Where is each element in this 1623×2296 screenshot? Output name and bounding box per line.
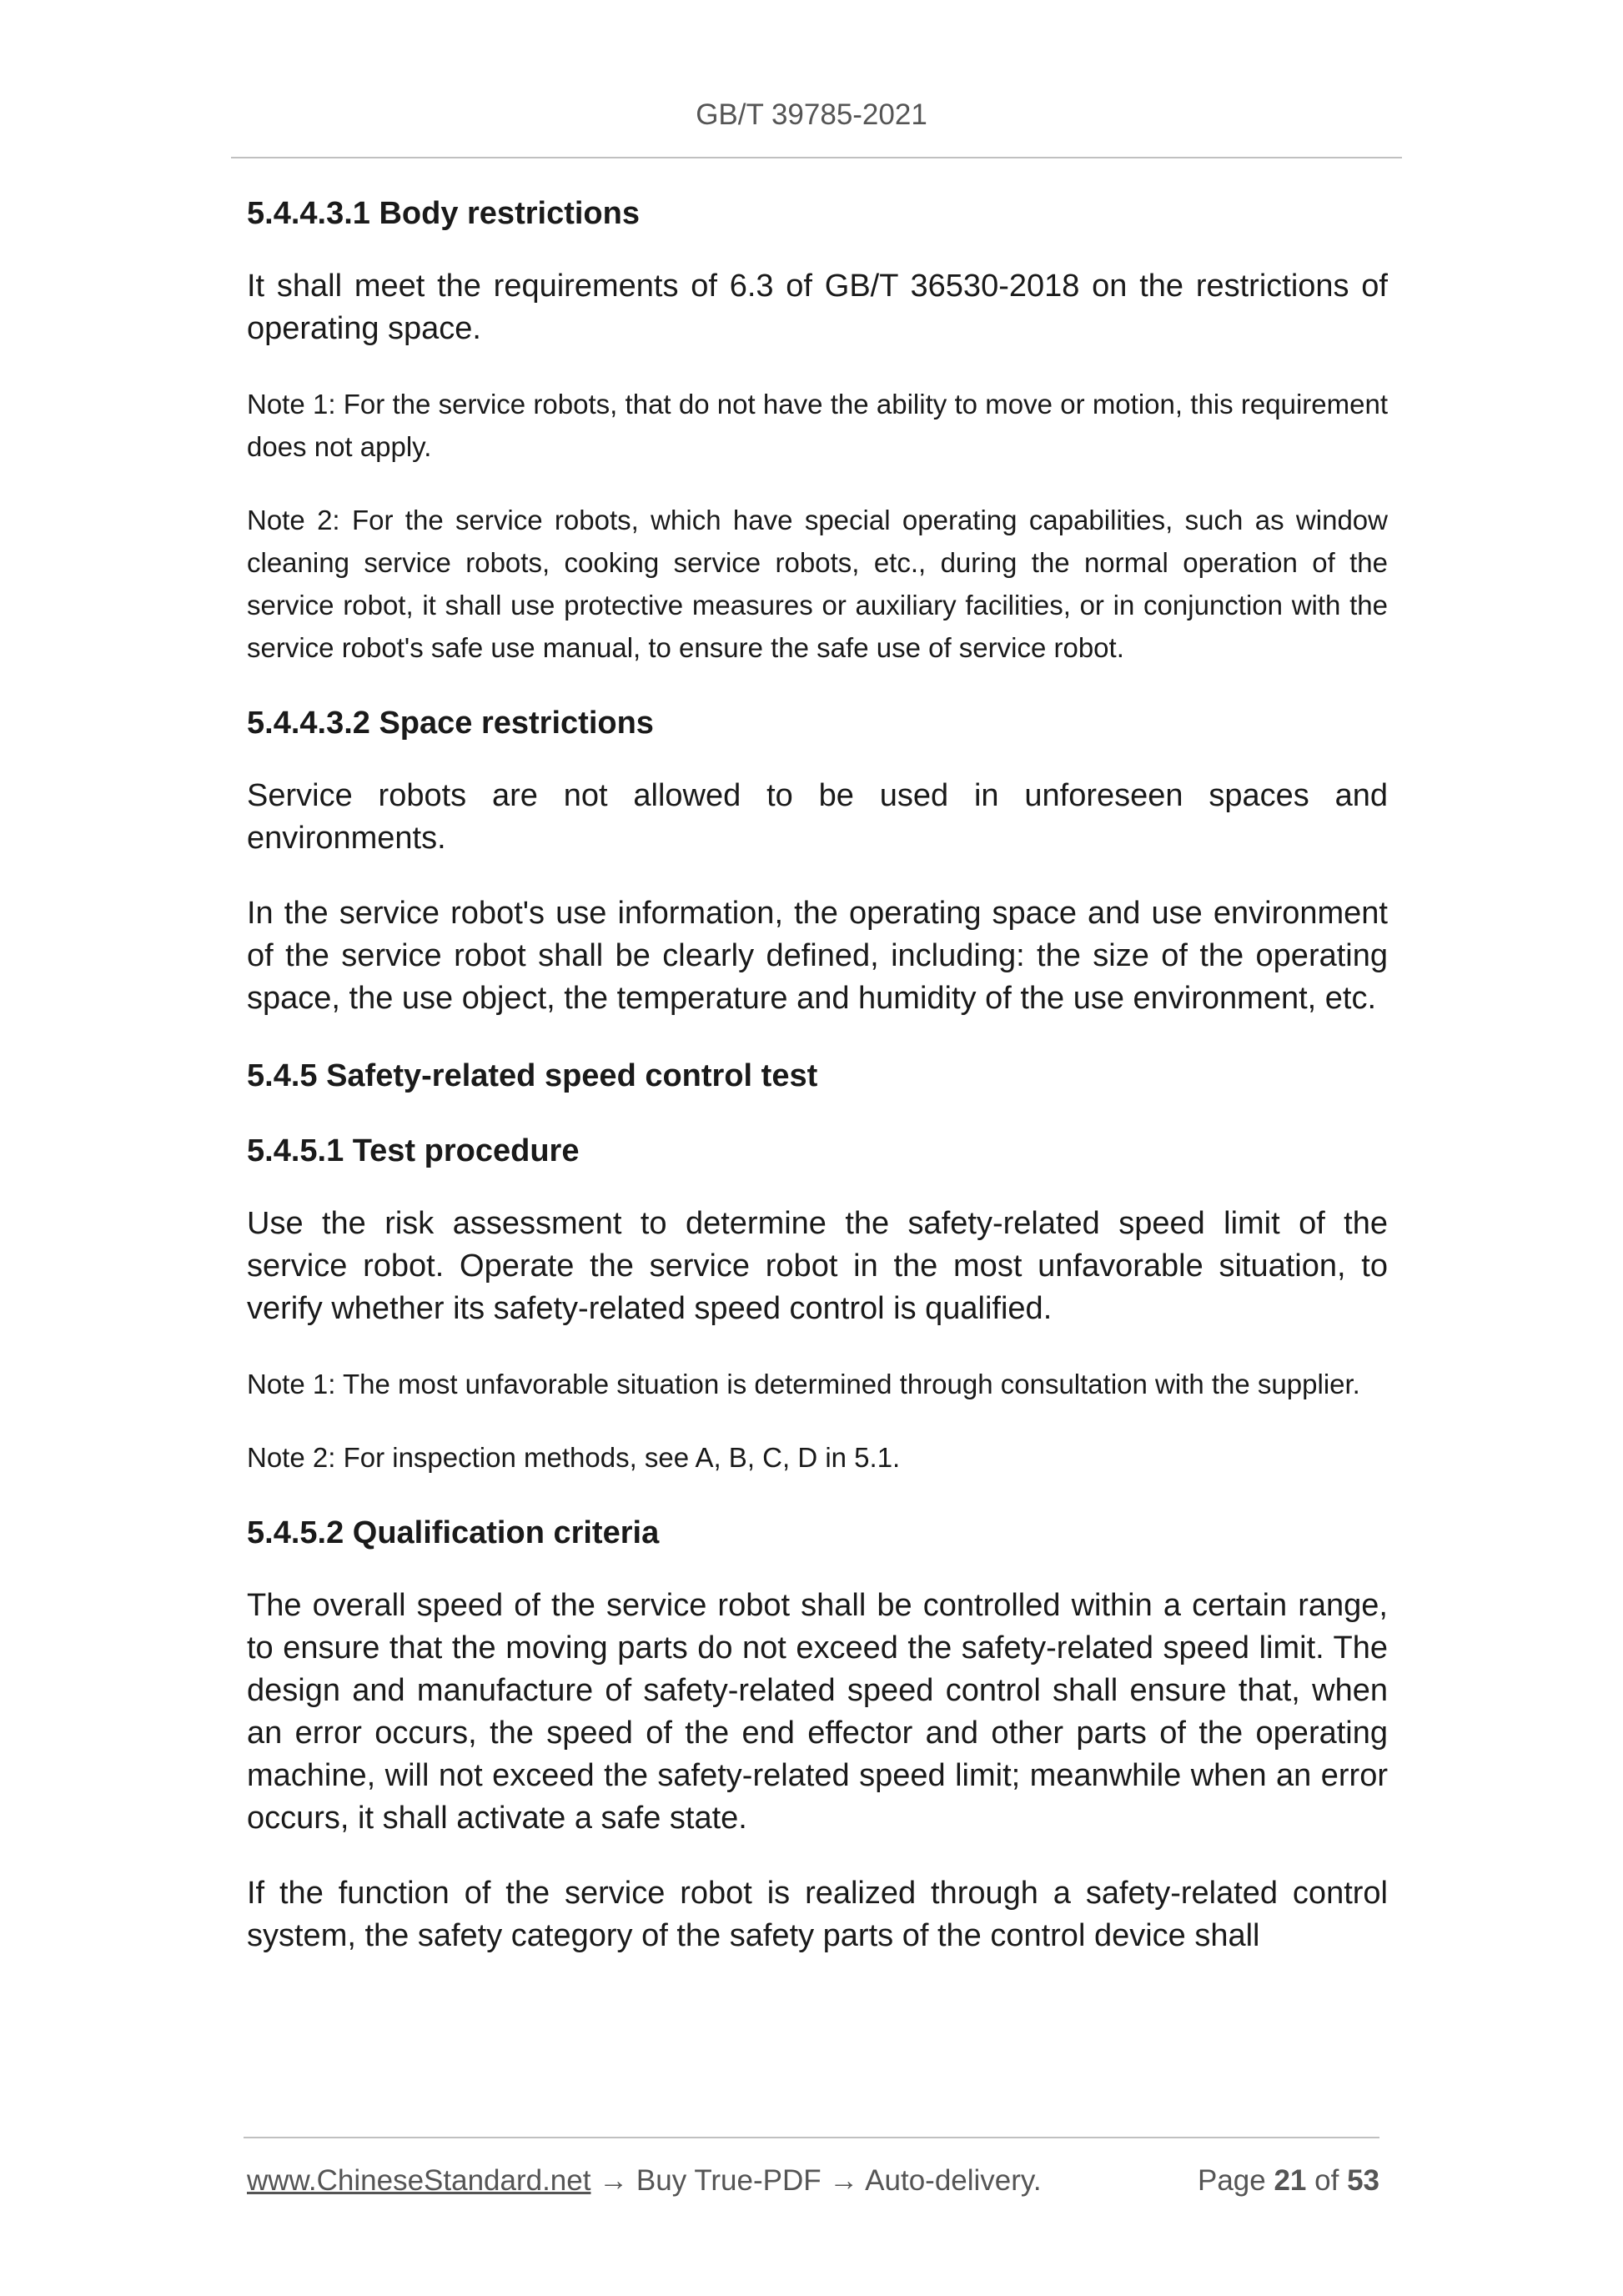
paragraph-use-information: In the service robot's use information, the operating space and use environment of the service robot shall be clearly defined, including: the size of the operating space, the use object, the temperature and humidity of the use environment, etc. [247, 896, 1388, 1016]
note-2-body: Note 2: For the service robots, which have special operating capabilities, such as window cleaning service robots, cooking service robots, etc., during the normal operation of the service robot, it shall use protective measures or auxiliary facilities, or in conjunction with the service robot's safe use manual, to ensure the safe use of service robot. [247, 505, 1388, 663]
header-divider [231, 157, 1402, 158]
current-page-number: 21 [1274, 2164, 1307, 2197]
heading-speed-control-test: 5.4.5 Safety-related speed control test [247, 1058, 818, 1093]
footer-tagline: → Buy True-PDF → Auto-delivery. [590, 2164, 1042, 2197]
page-content [247, 190, 1388, 1990]
heading-body-restrictions: 5.4.4.3.1 Body restrictions [247, 196, 640, 231]
page-label: Page [1197, 2164, 1266, 2197]
note-2-procedure: Note 2: For inspection methods, see A, B, C, D in 5.1. [247, 1442, 901, 1473]
note-1-body: Note 1: For the service robots, that do not have the ability to move or motion, this requirement does not apply. [247, 389, 1388, 462]
paragraph-overall-speed: The overall speed of the service robot shall be controlled within a certain range, to ensure that the moving parts do not exceed the safety-related speed limit. The design and manufacture of safety-related speed control shall ensure that, when an error occurs, the speed of the end effector and other parts of the operating machine, will not exceed the safety-related speed limit; meanwhile when an error occurs, it shall activate a safe state. [247, 1588, 1388, 1836]
paragraph-unforeseen-spaces: Service robots are not allowed to be used in unforeseen spaces and environments. [247, 778, 1388, 856]
website-link[interactable]: www.ChineseStandard.net [247, 2164, 591, 2197]
page-footer [247, 2160, 1379, 2202]
page-number-indicator [1198, 2160, 1379, 2202]
footer-divider [244, 2137, 1379, 2138]
of-label: of [1314, 2164, 1339, 2197]
paragraph-risk-assessment: Use the risk assessment to determine the safety-related speed limit of the service robot. Operate the service robot in the most unfavorable situation, to verify whether its safety-related speed control is qualified. [247, 1206, 1388, 1326]
heading-space-restrictions: 5.4.4.3.2 Space restrictions [247, 706, 654, 741]
document-id-header: GB/T 39785-2021 [696, 98, 927, 131]
heading-qualification-criteria: 5.4.5.2 Qualification criteria [247, 1515, 660, 1550]
heading-test-procedure: 5.4.5.1 Test procedure [247, 1133, 580, 1168]
paragraph-safety-control-system: If the function of the service robot is realized through a safety-related control system, the safety category of the safety parts of the control device shall [247, 1876, 1388, 1953]
total-pages: 53 [1347, 2164, 1379, 2197]
paragraph-operating-space: It shall meet the requirements of 6.3 of GB/T 36530-2018 on the restrictions of operating space. [247, 269, 1388, 346]
note-1-procedure: Note 1: The most unfavorable situation is determined through consultation with the supplier. [247, 1369, 1360, 1399]
